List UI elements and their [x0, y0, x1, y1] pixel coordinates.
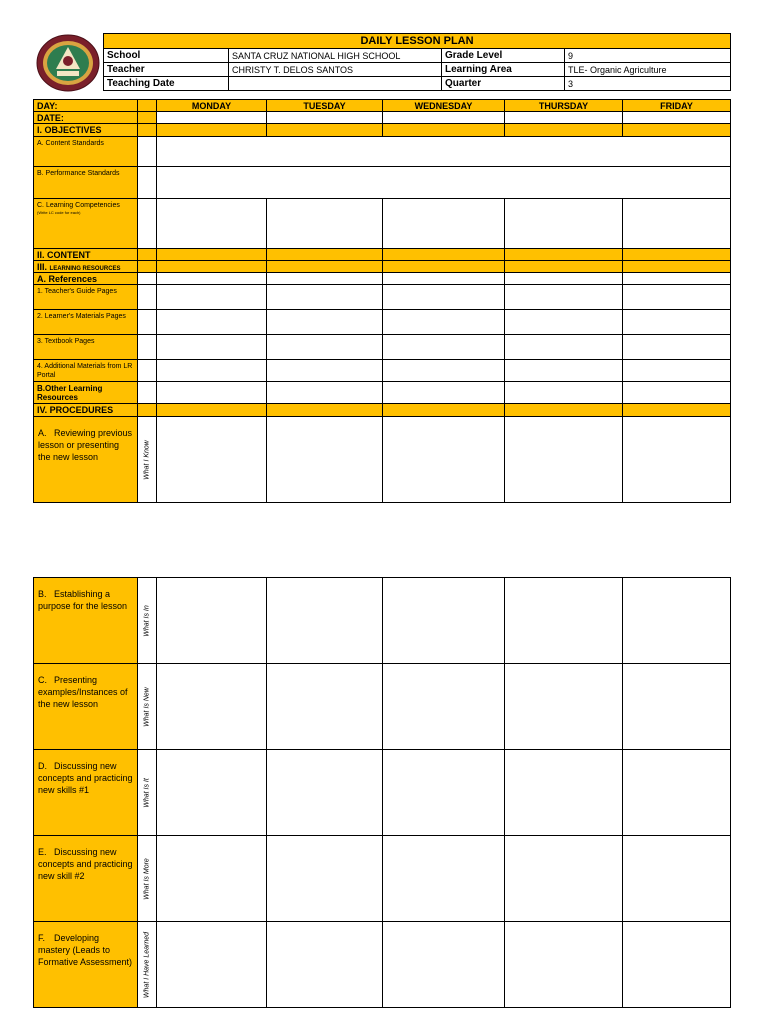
- procedure-label: A. Reviewing previous lesson or presenting the new lesson: [34, 417, 138, 503]
- teacher-label: Teacher: [104, 63, 229, 77]
- quarter-label: Quarter: [442, 77, 565, 91]
- additional-materials-row: [34, 360, 731, 382]
- date-cell[interactable]: [383, 112, 505, 124]
- other-resources-row: [34, 382, 731, 404]
- lesson-plan-title: DAILY LESSON PLAN: [104, 34, 731, 49]
- school-value[interactable]: SANTA CRUZ NATIONAL HIGH SCHOOL: [229, 49, 442, 63]
- resources-heading: III. LEARNING RESOURCES: [34, 261, 138, 273]
- competency-cell[interactable]: [383, 199, 505, 249]
- objectives-row: [34, 124, 731, 137]
- quarter-value[interactable]: 3: [565, 77, 731, 91]
- competencies-note: (Write LC code for each): [37, 210, 81, 215]
- performance-standards-label: B. Performance Standards: [34, 167, 138, 199]
- date-row: [34, 112, 731, 124]
- procedure-label: D. Discussing new concepts and practicing new skills #1: [34, 750, 138, 836]
- grade-level-label: Grade Level: [442, 49, 565, 63]
- day-wednesday: WEDNESDAY: [383, 100, 505, 112]
- date-cell[interactable]: [157, 112, 267, 124]
- day-tuesday: TUESDAY: [267, 100, 383, 112]
- procedure-row: [34, 417, 731, 503]
- day-label: DAY:: [34, 100, 138, 112]
- content-standards-label: A. Content Standards: [34, 137, 138, 167]
- lm-pages-row: [34, 310, 731, 335]
- date-cell[interactable]: [267, 112, 383, 124]
- content-heading: II. CONTENT: [34, 249, 138, 261]
- phase-label: What Is More: [138, 836, 157, 922]
- references-heading: A. References: [34, 273, 138, 285]
- performance-standards-row: [34, 167, 731, 199]
- lm-pages-label: 2. Learner's Materials Pages: [34, 310, 138, 335]
- procedure-row: [34, 922, 731, 1008]
- competencies-text: C. Learning Competencies: [37, 202, 120, 209]
- procedure-row: [34, 750, 731, 836]
- textbook-pages-row: [34, 335, 731, 360]
- header-table: [103, 33, 731, 91]
- content-standards-row: [34, 137, 731, 167]
- tg-pages-row: [34, 285, 731, 310]
- teacher-value[interactable]: CHRISTY T. DELOS SANTOS: [229, 63, 442, 77]
- teaching-date-label: Teaching Date: [104, 77, 229, 91]
- day-monday: MONDAY: [157, 100, 267, 112]
- competency-cell[interactable]: [267, 199, 383, 249]
- procedure-label: F. Developing mastery (Leads to Formative Assessment): [34, 922, 138, 1008]
- other-resources-label: B.Other Learning Resources: [34, 382, 138, 404]
- grade-level-value[interactable]: 9: [565, 49, 731, 63]
- procedures-row: [34, 404, 731, 417]
- day-thursday: THURSDAY: [505, 100, 623, 112]
- procedure-label: C. Presenting examples/Instances of the new lesson: [34, 664, 138, 750]
- competencies-label: [34, 199, 138, 249]
- date-cell[interactable]: [623, 112, 731, 124]
- phase-label: What Is It: [138, 750, 157, 836]
- phase-label: What I Have Learned: [138, 922, 157, 1008]
- objectives-heading: I. OBJECTIVES: [34, 124, 138, 137]
- procedure-row: [34, 836, 731, 922]
- phase-label: What Is In: [138, 578, 157, 664]
- procedure-label: B. Establishing a purpose for the lesson: [34, 578, 138, 664]
- date-cell[interactable]: [505, 112, 623, 124]
- procedure-row: [34, 578, 731, 664]
- references-row: [34, 273, 731, 285]
- teaching-date-value[interactable]: [229, 77, 442, 91]
- procedure-label: E. Discussing new concepts and practicing new skill #2: [34, 836, 138, 922]
- phase-label: What I Know: [138, 417, 157, 503]
- performance-standards-cell[interactable]: [157, 167, 731, 199]
- phase-label: What Is New: [138, 664, 157, 750]
- procedures-table-continued: [33, 577, 731, 1008]
- school-seal-logo: [35, 33, 101, 93]
- competency-cell[interactable]: [505, 199, 623, 249]
- procedures-heading: IV. PROCEDURES: [34, 404, 138, 417]
- tg-pages-label: 1. Teacher's Guide Pages: [34, 285, 138, 310]
- content-standards-cell[interactable]: [157, 137, 731, 167]
- learning-area-label: Learning Area: [442, 63, 565, 77]
- textbook-pages-label: 3. Textbook Pages: [34, 335, 138, 360]
- procedure-row: [34, 664, 731, 750]
- content-row: [34, 249, 731, 261]
- date-label: DATE:: [34, 112, 138, 124]
- learning-area-value[interactable]: TLE- Organic Agriculture: [565, 63, 731, 77]
- day-row: [34, 100, 731, 112]
- additional-materials-label: 4. Additional Materials from LR Portal: [34, 360, 138, 382]
- competency-cell[interactable]: [623, 199, 731, 249]
- lesson-plan-table: [33, 99, 731, 503]
- competency-cell[interactable]: [157, 199, 267, 249]
- school-label: School: [104, 49, 229, 63]
- resources-row: [34, 261, 731, 273]
- competencies-row: [34, 199, 731, 249]
- day-friday: FRIDAY: [623, 100, 731, 112]
